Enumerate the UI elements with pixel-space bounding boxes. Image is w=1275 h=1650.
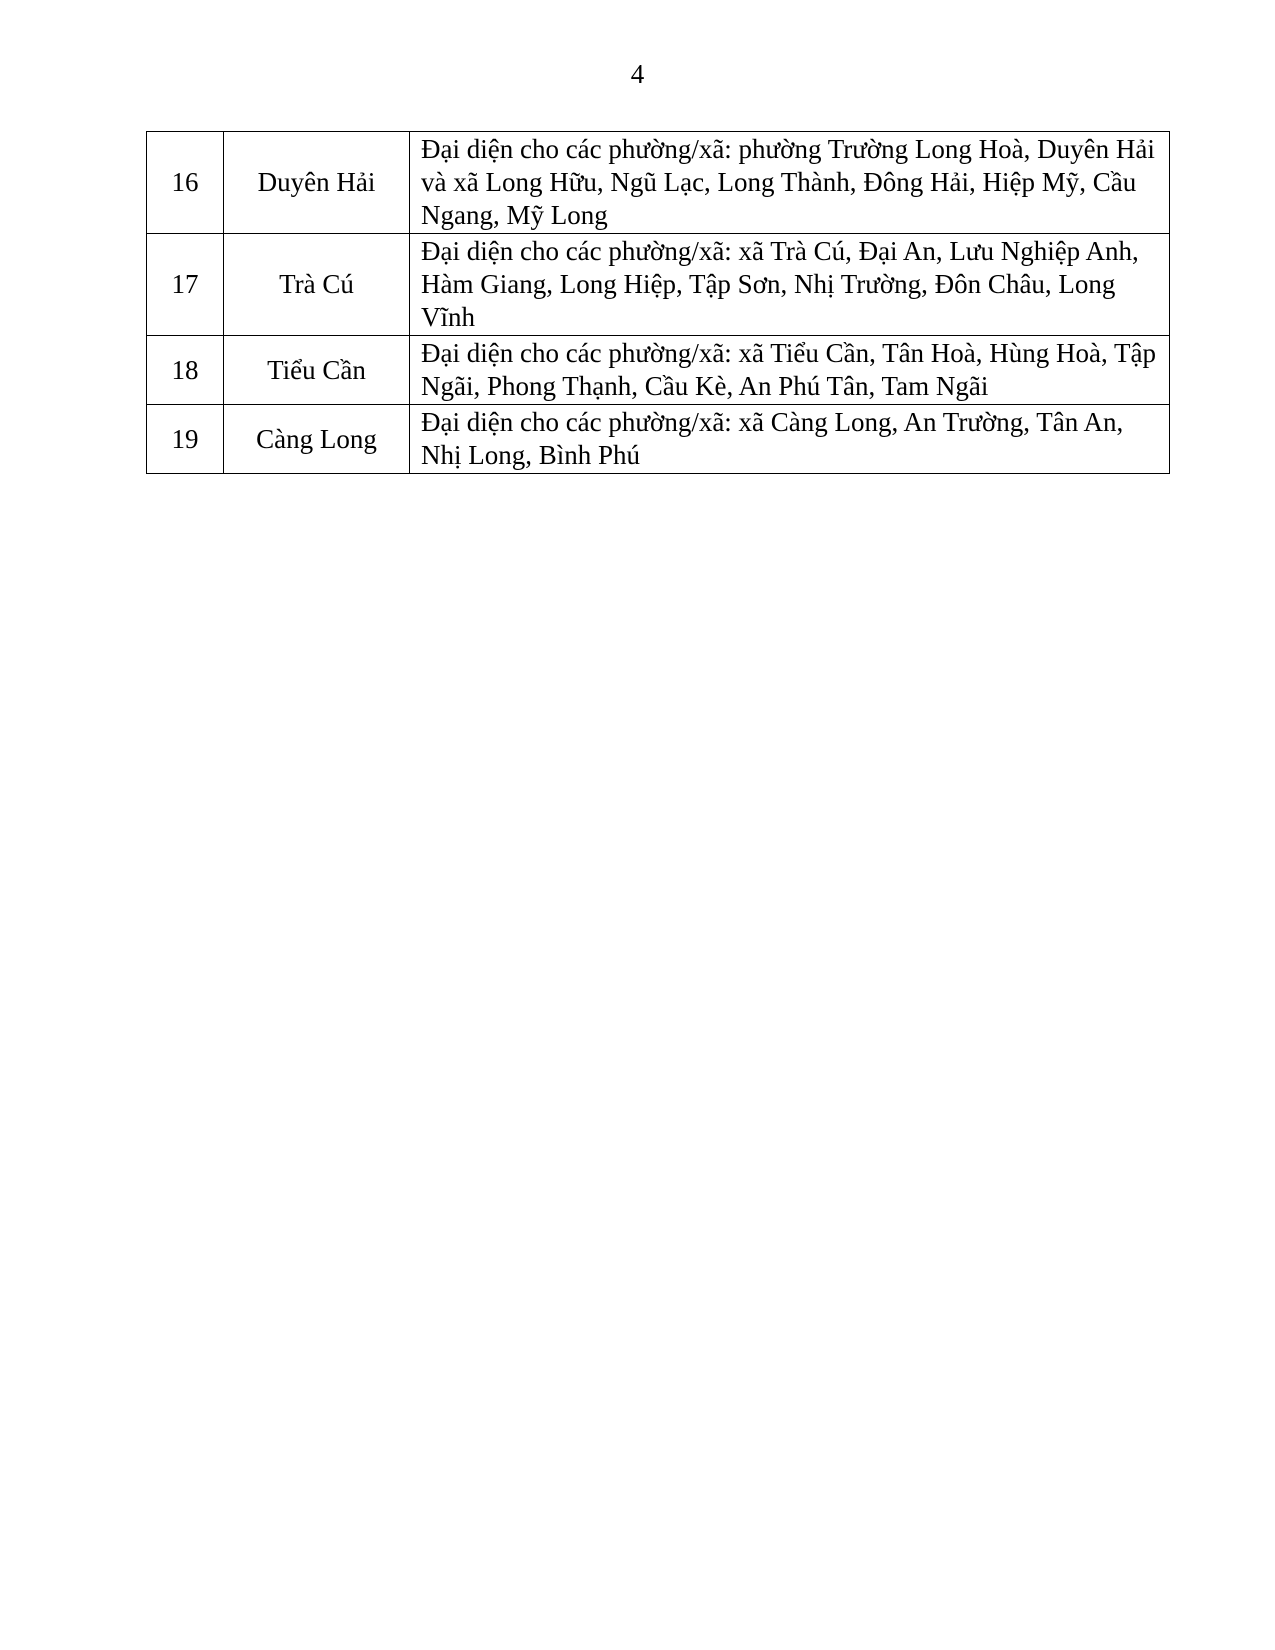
ward-description: Đại diện cho các phường/xã: xã Trà Cú, Đại An, Lưu Nghiệp Anh, Hàm Giang, Long Hiệp, Tập Sơn, Nhị Trường, Đôn Châu, Long Vĩnh (410, 234, 1170, 336)
representation-table (146, 131, 1170, 474)
row-number: 18 (147, 336, 224, 405)
table-row (147, 132, 1170, 234)
row-number: 19 (147, 405, 224, 474)
district-name: Duyên Hải (224, 132, 410, 234)
ward-description: Đại diện cho các phường/xã: xã Càng Long, An Trường, Tân An, Nhị Long, Bình Phú (410, 405, 1170, 474)
page-number: 4 (630, 59, 645, 89)
ward-description: Đại diện cho các phường/xã: xã Tiểu Cần, Tân Hoà, Hùng Hoà, Tập Ngãi, Phong Thạnh, Cầu Kè, An Phú Tân, Tam Ngãi (410, 336, 1170, 405)
row-number: 17 (147, 234, 224, 336)
district-name: Càng Long (224, 405, 410, 474)
table-row (147, 405, 1170, 474)
ward-description: Đại diện cho các phường/xã: phường Trường Long Hoà, Duyên Hải và xã Long Hữu, Ngũ Lạc, Long Thành, Đông Hải, Hiệp Mỹ, Cầu Ngang, Mỹ Long (410, 132, 1170, 234)
district-name: Trà Cú (224, 234, 410, 336)
table-body (147, 132, 1170, 474)
table-row (147, 336, 1170, 405)
district-name: Tiểu Cần (224, 336, 410, 405)
row-number: 16 (147, 132, 224, 234)
table-row (147, 234, 1170, 336)
